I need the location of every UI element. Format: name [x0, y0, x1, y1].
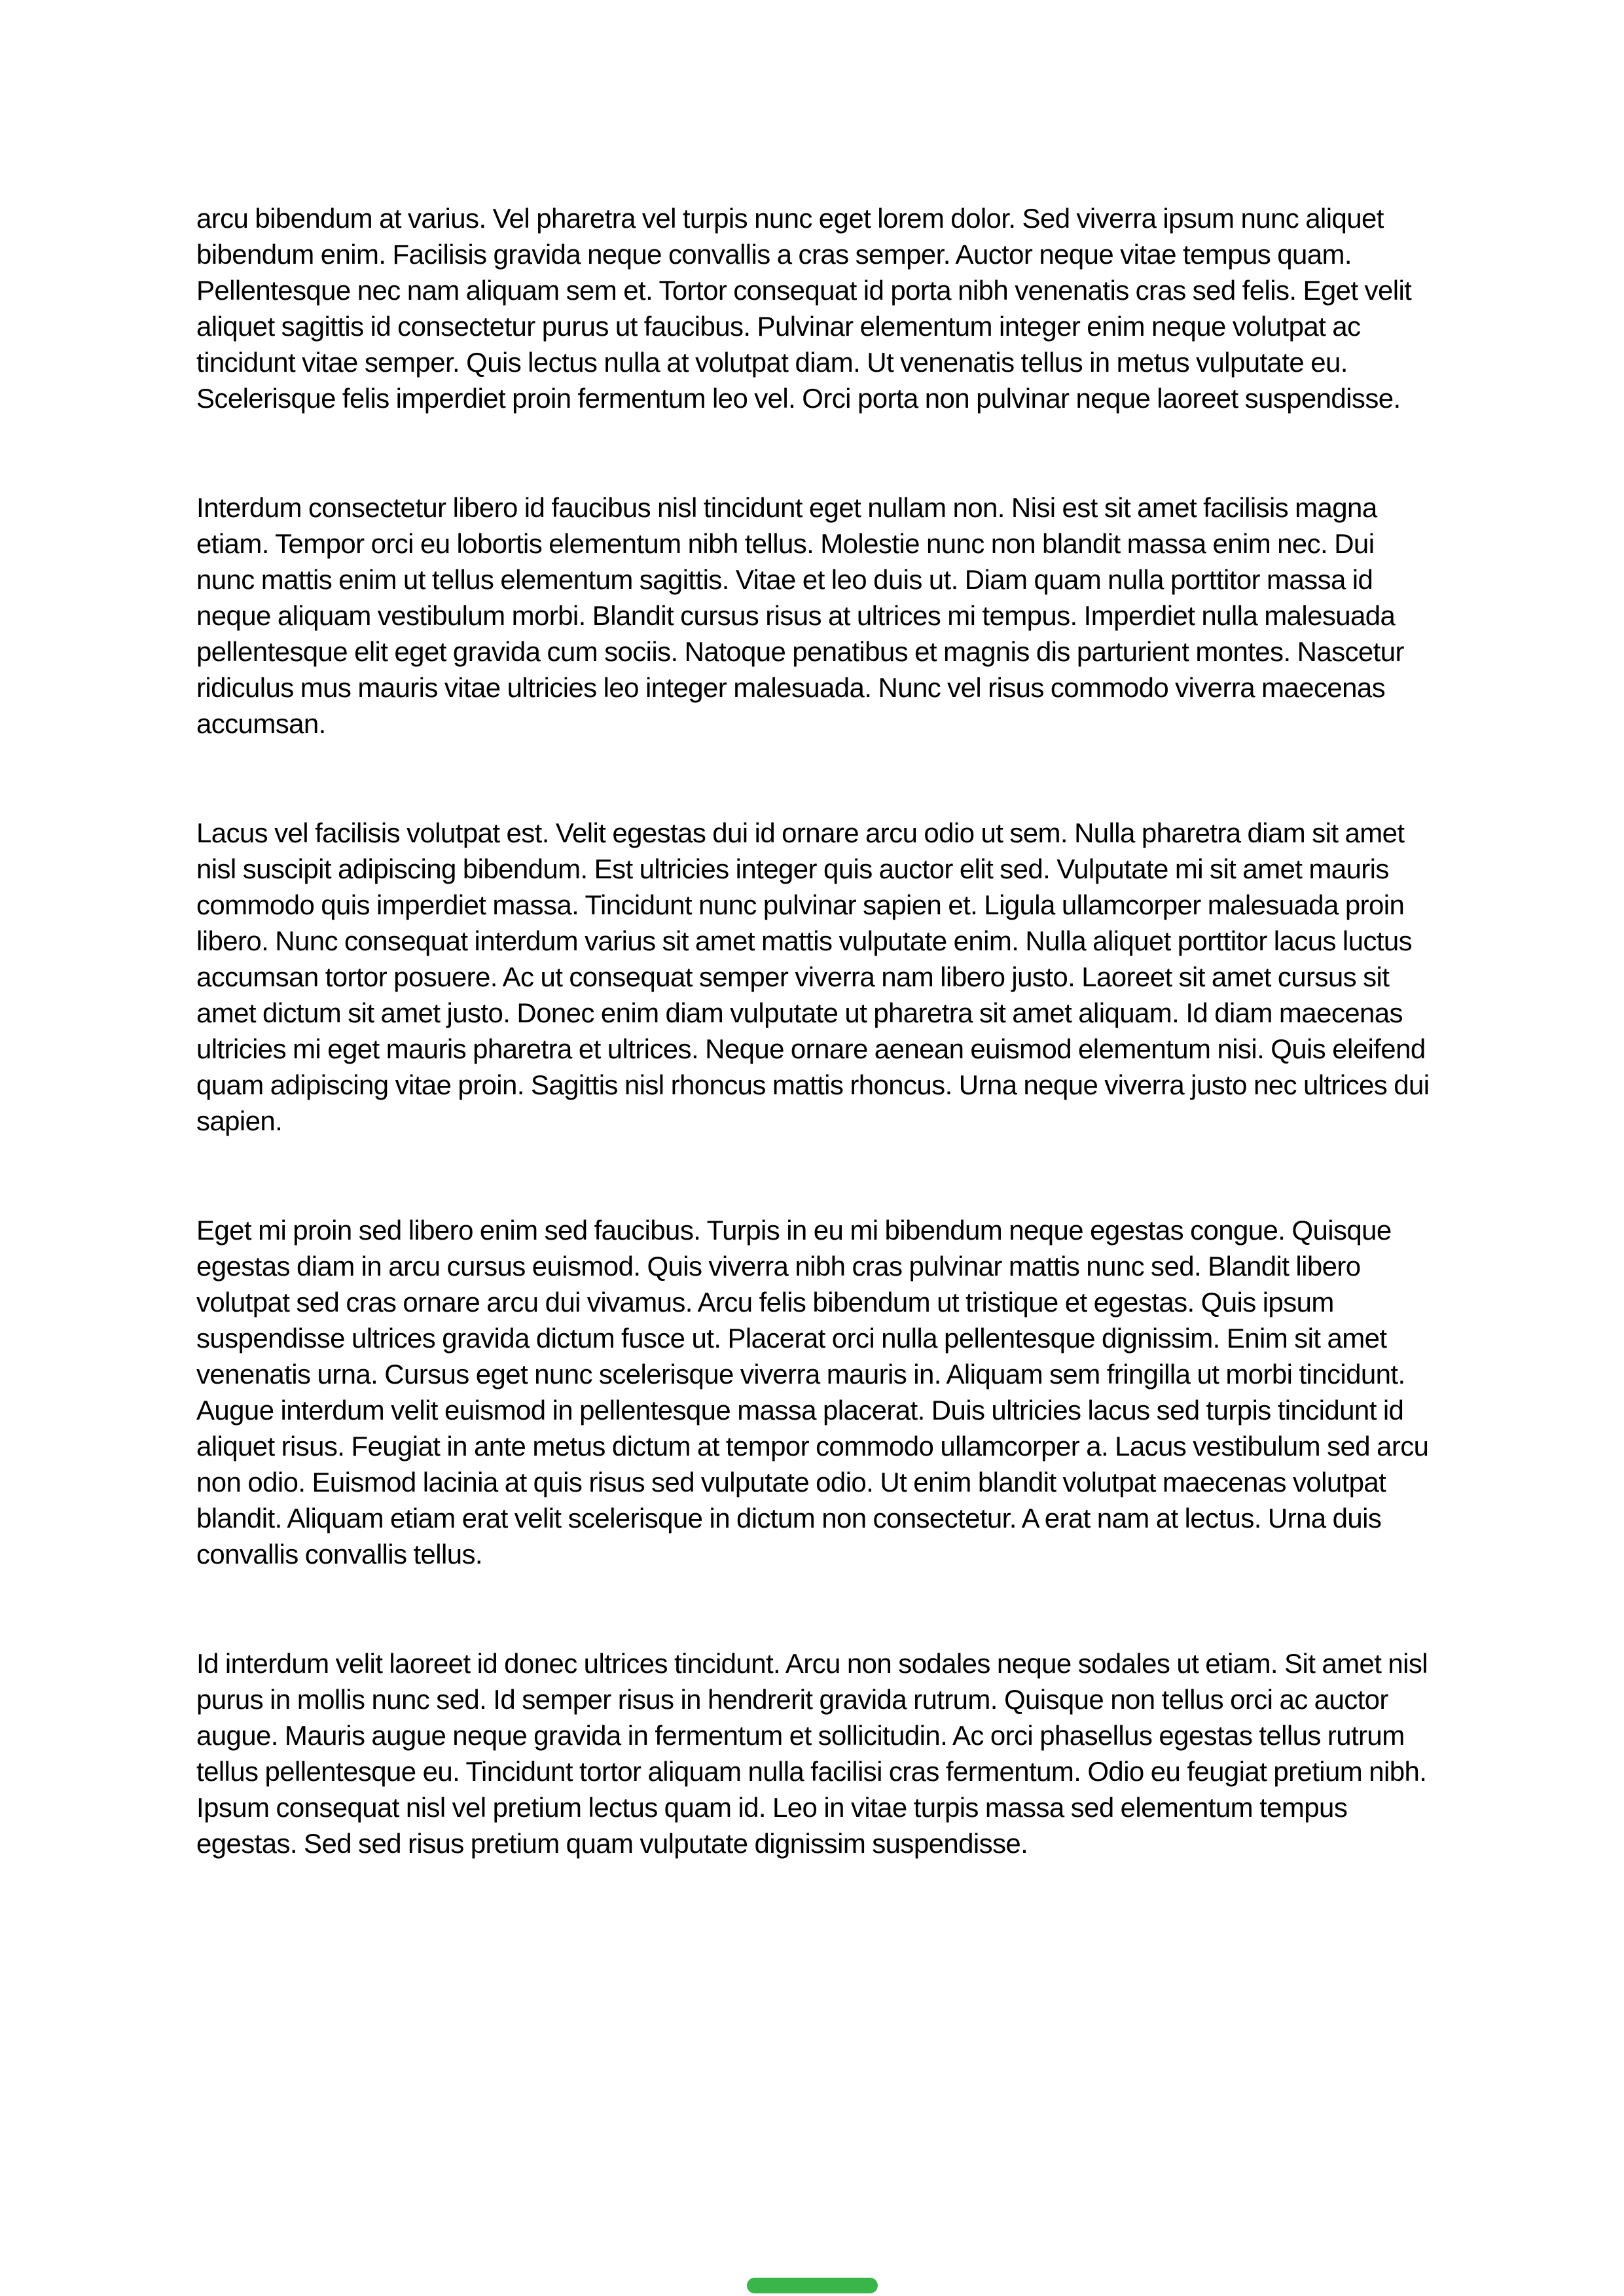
- paragraph-4: Eget mi proin sed libero enim sed faucibus. Turpis in eu mi bibendum neque egestas congue. Quisque egestas diam in arcu cursus euismod. Quis viverra nibh cras pulvinar mattis nunc sed. Blandit libero volutpat sed cras ornare arcu dui vivamus. Arcu felis bibendum ut tristique et egestas. Quis ipsum suspendisse ultrices gravida dictum fusce ut. Placerat orci nulla pellentesque dignissim. Enim sit amet venenatis urna. Cursus eget nunc scelerisque viverra mauris in. Aliquam sem fringilla ut morbi tincidunt. Augue interdum velit euismod in pellentesque massa placerat. Duis ultricies lacus sed turpis tincidunt id aliquet risus. Feugiat in ante metus dictum at tempor commodo ullamcorper a. Lacus vestibulum sed arcu non odio. Euismod lacinia at quis risus sed vulputate odio. Ut enim blandit volutpat maecenas volutpat blandit. Aliquam etiam erat velit scelerisque in dictum non consectetur. A erat nam at lectus. Urna duis convallis convallis tellus.: [196, 1215, 1429, 1570]
- paragraph-5: Id interdum velit laoreet id donec ultrices tincidunt. Arcu non sodales neque sodales ut etiam. Sit amet nisl purus in mollis nunc sed. Id semper risus in hendrerit gravida rutrum. Quisque non tellus orci ac auctor augue. Mauris augue neque gravida in fermentum et sollicitudin. Ac orci phasellus egestas tellus rutrum tellus pellentesque eu. Tincidunt tortor aliquam nulla facilisi cras fermentum. Odio eu feugiat pretium nibh. Ipsum consequat nisl vel pretium lectus quam id. Leo in vitae turpis massa sed elementum tempus egestas. Sed sed risus pretium quam vulputate dignissim suspendisse.: [196, 1648, 1428, 1859]
- paragraph-1: arcu bibendum at varius. Vel pharetra vel turpis nunc eget lorem dolor. Sed viverra ipsum nunc aliquet bibendum enim. Facilisis gravida neque convallis a cras semper. Auctor neque vitae tempus quam. Pellentesque nec nam aliquam sem et. Tortor consequat id porta nibh venenatis cras sed felis. Eget velit aliquet sagittis id consectetur purus ut faucibus. Pulvinar elementum integer enim neque volutpat ac tincidunt vitae semper. Quis lectus nulla at volutpat diam. Ut venenatis tellus in metus vulputate eu. Scelerisque felis imperdiet proin fermentum leo vel. Orci porta non pulvinar neque laoreet suspendisse.: [196, 203, 1412, 414]
- page-indicator-bar: [747, 2278, 878, 2293]
- paragraph-3: Lacus vel facilisis volutpat est. Velit egestas dui id ornare arcu odio ut sem. Nulla pharetra diam sit amet nisl suscipit adipiscing bibendum. Est ultricies integer quis auctor elit sed. Vulputate mi sit amet mauris commodo quis imperdiet massa. Tincidunt nunc pulvinar sapien et. Ligula ullamcorper malesuada proin libero. Nunc consequat interdum varius sit amet mattis vulputate enim. Nulla aliquet porttitor lacus luctus accumsan tortor posuere. Ac ut consequat semper viverra nam libero justo. Laoreet sit amet cursus sit amet dictum sit amet justo. Donec enim diam vulputate ut pharetra sit amet aliquam. Id diam maecenas ultricies mi eget mauris pharetra et ultrices. Neque ornare aenean euismod elementum nisi. Quis eleifend quam adipiscing vitae proin. Sagittis nisl rhoncus mattis rhoncus. Urna neque viverra justo nec ultrices dui sapien.: [196, 817, 1430, 1136]
- paragraph-2: Interdum consectetur libero id faucibus nisl tincidunt eget nullam non. Nisi est sit amet facilisis magna etiam. Tempor orci eu lobortis elementum nibh tellus. Molestie nunc non blandit massa enim nec. Dui nunc mattis enim ut tellus elementum sagittis. Vitae et leo duis ut. Diam quam nulla porttitor massa id neque aliquam vestibulum morbi. Blandit cursus risus at ultrices mi tempus. Imperdiet nulla malesuada pellentesque elit eget gravida cum sociis. Natoque penatibus et magnis dis parturient montes. Nascetur ridiculus mus mauris vitae ultricies leo integer malesuada. Nunc vel risus commodo viverra maecenas accumsan.: [196, 492, 1404, 739]
- document-body: [196, 200, 1434, 1935]
